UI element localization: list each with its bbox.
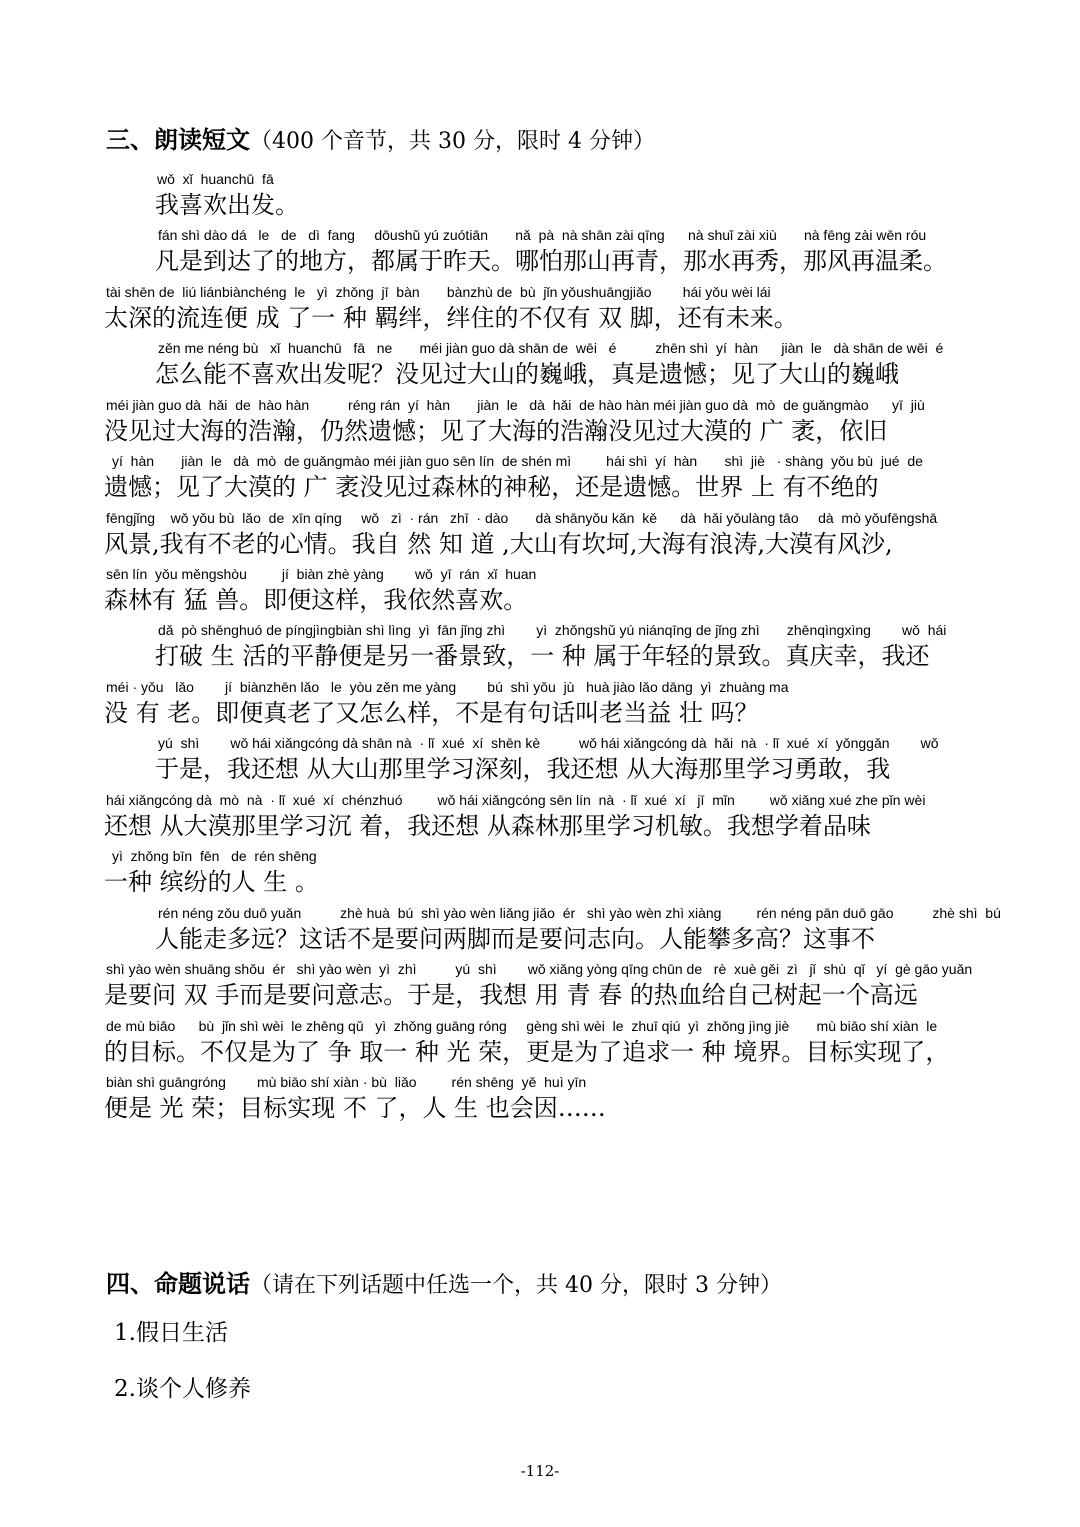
pinyin-line: yì zhǒng bīn fēn de rén shēng <box>112 848 317 864</box>
passage-line: 没 有 老。即便真老了又怎么样，不是有句话叫老当益 壮 吗？ <box>104 699 759 727</box>
pinyin-line: tài shēn de liú liánbiànchéng le yì zhǒng jī bàn bànzhù de bù jǐn yǒushuāngjiǎo hái yǒu wèi lái <box>106 284 771 300</box>
topic-item: 2.谈个人修养 <box>114 1376 251 1402</box>
section-3-note: （400 个音节，共 30 分，限时 4 分钟） <box>250 129 655 154</box>
pinyin-line: sēn lín yǒu měngshòu jí biàn zhè yàng wǒ yī rán xǐ huan <box>106 566 537 582</box>
pinyin-line: de mù biāo bù jǐn shì wèi le zhēng qǔ yì zhǒng guāng róng gèng shì wèi le zhuī qiú yì zhǒng jìng jiè mù biāo shí xiàn le <box>106 1018 938 1034</box>
topic-item: 1.假日生活 <box>114 1320 228 1346</box>
passage-line: 风景,我有不老的心情。我自 然 知 道 ,大山有坎坷,大海有浪涛,大漠有风沙, <box>104 530 893 558</box>
passage-line: 是要问 双 手而是要问意志。于是，我想 用 青 春 的热血给自己树起一个高远 <box>104 981 918 1009</box>
passage-line: 森林有 猛 兽。即便这样，我依然喜欢。 <box>104 586 528 614</box>
passage-line: 没见过大海的浩瀚，仍然遗憾；见了大海的浩瀚没见过大漠的 广 袤，依旧 <box>104 417 888 445</box>
section-4-title: 四、命题说话 <box>106 1270 250 1298</box>
passage-line: 一种 缤纷的人 生 。 <box>104 868 319 896</box>
passage-line: 怎么能不喜欢出发呢？没见过大山的巍峨，真是遗憾；见了大山的巍峨 <box>155 360 899 388</box>
passage-line: 太深的流连便 成 了一 种 羁绊，绊住的不仅有 双 脚，还有未来。 <box>104 304 798 332</box>
pinyin-line: méi jiàn guo dà hǎi de hào hàn réng rán yí hàn jiàn le dà hǎi de hào hàn méi jiàn guo dà mò de guǎngmào yī jiù <box>106 397 925 413</box>
pinyin-line: wǒ xǐ huanchū fā <box>157 171 274 187</box>
passage-line: 遗憾；见了大漠的 广 袤没见过森林的神秘，还是遗憾。世界 上 有不绝的 <box>104 473 879 501</box>
passage-line: 打破 生 活的平静便是另一番景致，一 种 属于年轻的景致。真庆幸，我还 <box>155 642 930 670</box>
section-3-heading <box>106 120 655 155</box>
pinyin-line: fán shì dào dá le de dì fang dōushǔ yú zuótiān nǎ pà nà shān zài qīng nà shuǐ zài xiù nà fēng zài wēn róu <box>158 227 927 243</box>
pinyin-line: hái xiǎngcóng dà mò nà · lǐ xué xí chénzhuó wǒ hái xiǎngcóng sēn lín nà · lǐ xué xí jī mǐn wǒ xiǎng xué zhe pǐn wèi <box>106 792 926 808</box>
pinyin-line: rén néng zǒu duō yuǎn zhè huà bú shì yào wèn liǎng jiǎo ér shì yào wèn zhì xiàng rén néng pān duō gāo zhè shì bú <box>158 905 1001 921</box>
pinyin-line: yí hàn jiàn le dà mò de guǎngmào méi jiàn guo sēn lín de shén mì hái shì yí hàn shì jiè · shàng yǒu bù jué de <box>112 453 923 469</box>
page-number: -112- <box>520 1462 560 1480</box>
pinyin-line: shì yào wèn shuāng shǒu ér shì yào wèn yì zhì yú shì wǒ xiǎng yòng qīng chūn de rè xuè gěi zì jǐ shù qǐ yí gè gāo yuǎn <box>106 961 973 977</box>
pinyin-line: méi · yǒu lǎo jí biànzhēn lǎo le yòu zěn me yàng bú shì yǒu jù huà jiào lǎo dāng yì zhuàng ma <box>106 679 789 695</box>
pinyin-line: fēngjǐng wǒ yǒu bù lǎo de xīn qíng wǒ zì · rán zhī · dào dà shānyǒu kǎn kě dà hǎi yǒulàng tāo dà mò yǒufēngshā <box>106 510 938 526</box>
passage-line: 还想 从大漠那里学习沉 着，我还想 从森林那里学习机敏。我想学着品味 <box>104 812 871 840</box>
section-4-heading <box>106 1264 782 1299</box>
passage-line: 我喜欢出发。 <box>155 191 299 219</box>
pinyin-line: zěn me néng bù xǐ huanchū fā ne méi jiàn guo dà shān de wēi é zhēn shì yí hàn jiàn le dà shān de wēi é <box>158 340 944 356</box>
pinyin-line: yú shì wǒ hái xiǎngcóng dà shān nà · lǐ xué xí shēn kè wǒ hái xiǎngcóng dà hǎi nà · lǐ xué xí yǒnggǎn wǒ <box>158 735 939 751</box>
pinyin-line: dǎ pò shēnghuó de píngjìngbiàn shì lìng yì fān jǐng zhì yì zhǒngshǔ yú niánqīng de jǐng zhì zhēnqìngxìng wǒ hái <box>158 622 947 638</box>
passage-line: 的目标。不仅是为了 争 取一 种 光 荣，更是为了追求一 种 境界。目标实现了， <box>104 1038 950 1066</box>
pinyin-line: biàn shì guāngróng mù biāo shí xiàn · bù liǎo rén shēng yě huì yīn <box>106 1074 587 1090</box>
section-4-note: （请在下列话题中任选一个，共 40 分，限时 3 分钟） <box>250 1273 782 1298</box>
passage-line: 凡是到达了的地方，都属于昨天。哪怕那山再青，那水再秀，那风再温柔。 <box>155 247 947 275</box>
section-3-title: 三、朗读短文 <box>106 126 250 154</box>
passage-line: 便是 光 荣；目标实现 不 了，人 生 也会因…… <box>104 1094 606 1122</box>
passage-line: 人能走多远？这话不是要问两脚而是要问志向。人能攀多高？这事不 <box>155 925 875 953</box>
passage-line: 于是，我还想 从大山那里学习深刻，我还想 从大海那里学习勇敢，我 <box>155 755 891 783</box>
